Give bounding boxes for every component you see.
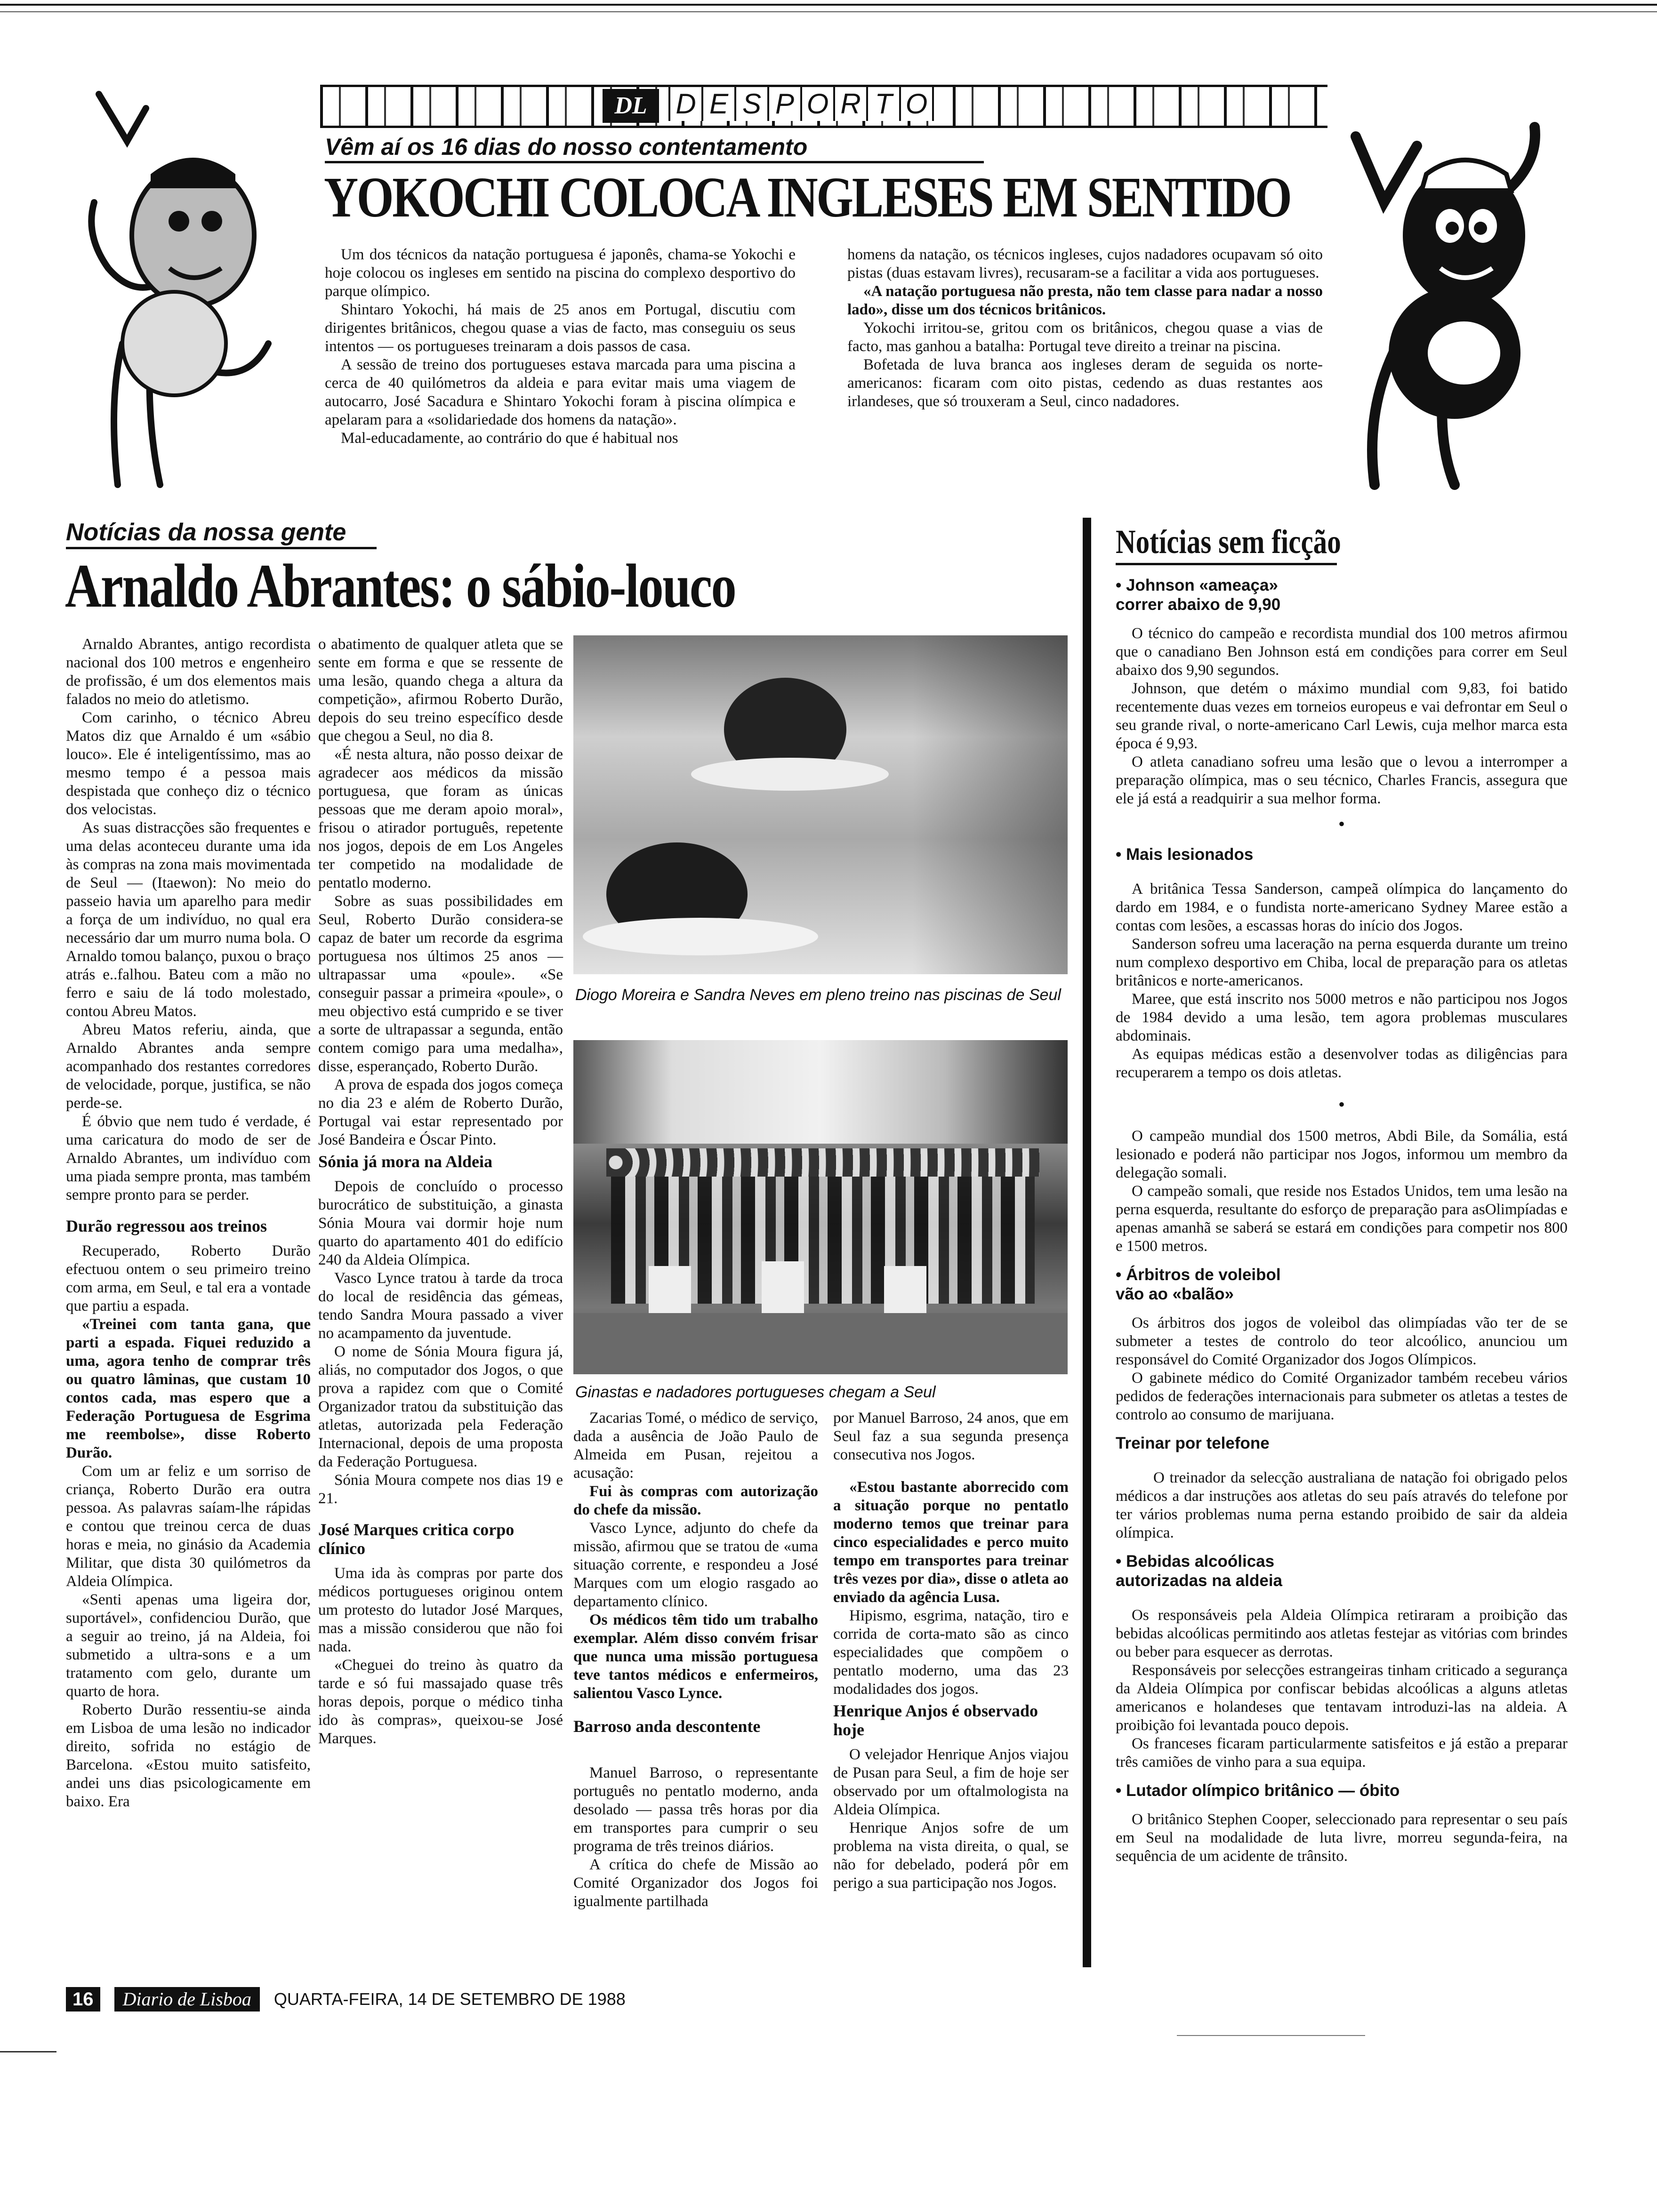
section-letter: S bbox=[734, 87, 767, 121]
section-letter: O bbox=[899, 87, 934, 121]
paragraph: O campeão mundial dos 1500 metros, Abdi Bile, da Somália, está lesionado e poderá não participar nos Jogos, informou um membro da delegação somali. bbox=[1116, 1128, 1568, 1181]
paragraph: Recuperado, Roberto Durão efectuou ontem o seu primeiro treino com arma, em Seul, e tal era a vontade que partiu a espada. bbox=[66, 1242, 311, 1314]
paragraph: Vasco Lynce tratou à tarde da troca do local de residência das gémeas, tendo Sandra Moura passado a viver no acampamento da juventude. bbox=[318, 1270, 563, 1342]
footer-rule-right bbox=[1177, 2035, 1365, 2036]
top-story-col2 bbox=[847, 246, 1323, 411]
sidebar-item-heading: • Lutador olímpico britânico — óbito bbox=[1116, 1781, 1400, 1800]
main-story-col4 bbox=[833, 1409, 1069, 1892]
section-banner bbox=[320, 85, 1327, 128]
mascot-tiger-left-illustration bbox=[66, 80, 287, 499]
paragraph: Fui às compras com autorização do chefe da missão. bbox=[573, 1483, 818, 1518]
separator-dot: • bbox=[1338, 813, 1345, 834]
paragraph: Vasco Lynce, adjunto do chefe da missão, afirmou que se tratou de «uma situação corrente, e respondeu a José Marques com um elogio rasgado ao departamento clínico. bbox=[573, 1520, 818, 1610]
top-story-col1 bbox=[325, 246, 796, 448]
paragraph: O técnico do campeão e recordista mundial dos 100 metros afirmou que o canadiano Ben Johnson está em condições para correr em Seul abaixo dos 9,90 segundos. bbox=[1116, 625, 1568, 679]
paragraph: Sónia Moura compete nos dias 19 e 21. bbox=[318, 1472, 563, 1507]
paragraph: É óbvio que nem tudo é verdade, é uma caricatura do modo de ser de Arnaldo Abrantes, um indivíduo com uma piada sempre pronta, mas também sempre pronto para se perder. bbox=[66, 1113, 311, 1203]
paragraph: por Manuel Barroso, 24 anos, que em Seul faz a sua segunda presença consecutiva nos Jogos. bbox=[833, 1410, 1069, 1463]
section-letter: O bbox=[800, 87, 833, 121]
paragraph: Mal-educadamente, ao contrário do que é habitual nos bbox=[341, 430, 678, 447]
paragraph: Arnaldo Abrantes, antigo recordista nacional dos 100 metros e engenheiro de profissão, é um dos elementos mais falados no meio do atletismo. bbox=[66, 636, 311, 708]
section-letter: D bbox=[668, 87, 701, 121]
subheading: José Marques critica corpo clínico bbox=[318, 1520, 515, 1558]
sidebar-item-heading: • Bebidas alcoólicas autorizadas na aldeia bbox=[1116, 1552, 1283, 1590]
paragraph: Depois de concluído o processo burocrático de substituição, a ginasta Sónia Moura vai dormir hoje num quarto do apartamento 401 do edifício 240 da Aldeia Olímpica. bbox=[318, 1178, 563, 1268]
top-border-line bbox=[0, 4, 1657, 6]
paragraph: A sessão de treino dos portugueses estava marcada para uma piscina a cerca de 40 quilómetros da aldeia e para evitar mais uma viagem de autocarro, José Sacadura e Shintaro Yokochi foram à piscina olímpica e apelaram para a «solidariedade dos homens da natação». bbox=[325, 356, 796, 428]
sidebar-title-underline bbox=[1116, 563, 1337, 565]
paragraph: Shintaro Yokochi, há mais de 25 anos em Portugal, discutiu com dirigentes britânicos, chegou quase a vias de facto, mas conseguiu os seus intentos — os portugueses treinaram a dois passos de casa. bbox=[325, 301, 796, 355]
page-number: 16 bbox=[66, 1987, 100, 2012]
main-story-col1 bbox=[66, 635, 311, 1811]
footer-date: QUARTA-FEIRA, 14 DE SETEMBRO DE 1988 bbox=[273, 1989, 626, 2009]
top-story-kicker: Vêm aí os 16 dias do nosso contentamento bbox=[325, 133, 984, 163]
subheading: Sónia já mora na Aldeia bbox=[318, 1152, 493, 1171]
paragraph: Yokochi irritou-se, gritou com os britânicos, chegou quase a vias de facto, mas ganhou a batalha: Portugal teve direito a treinar na piscina. bbox=[847, 320, 1323, 355]
section-letter: E bbox=[701, 87, 734, 121]
main-story-headline: Arnaldo Abrantes: o sábio-louco bbox=[65, 551, 736, 620]
paragraph: Sobre as suas possibilidades em Seul, Roberto Durão considera-se capaz de bater um recorde da esgrima portuguesa nos últimos 25 anos — ultrapassar uma «poule». «Se conseguir passar a primeira «poule», o meu objectivo está cumprido e se tiver a sorte de ultrapassar a segunda, então contem comigo para uma medalha», disse, esperançado, Roberto Durão. bbox=[318, 893, 563, 1075]
paragraph: O atleta canadiano sofreu uma lesão que o levou a interromper a preparação olímpica, mas o seu técnico, Charles Francis, assegura que ele já está a readquirir a sua melhor forma. bbox=[1116, 753, 1568, 807]
paragraph: A prova de espada dos jogos começa no dia 23 e além de Roberto Durão, Portugal vai estar representado por José Bandeira e Óscar Pinto. bbox=[318, 1076, 563, 1148]
paragraph: O gabinete médico do Comité Organizador também recebeu vários pedidos de federações internacionais para submeter os atletas a testes de controlo ao consumo de marijuana. bbox=[1116, 1370, 1568, 1423]
paragraph: As suas distracções são frequentes e uma delas aconteceu durante uma ida às compras na zona mais movimentada de Seul — (Itaewon): No meio do passeio havia um aparelho para medir a força de um indivíduo, no qual era necessário dar um murro numa bola. O Arnaldo tomou balanço, puxou o braço atrás e..falhou. Bateu com a mão no ferro e saiu de lá todo molestado, contou Abreu Matos. bbox=[66, 819, 311, 1020]
paragraph: As equipas médicas estão a desenvolver todas as diligências para recuperarem a tempo os dois atletas. bbox=[1116, 1046, 1568, 1081]
paragraph: Manuel Barroso, o representante português no pentatlo moderno, anda desolado — passa três horas por dia em transportes para cumprir o seu programa de três treinos diários. bbox=[573, 1764, 818, 1855]
sidebar-item-heading: • Johnson «ameaça» correr abaixo de 9,90 bbox=[1116, 576, 1281, 614]
newspaper-name: Diario de Lisboa bbox=[114, 1987, 260, 2012]
paragraph: O britânico Stephen Cooper, seleccionado para representar o seu país em Seul na modalidade de luta livre, morreu segunda-feira, na sequência de um acidente de trânsito. bbox=[1116, 1811, 1568, 1865]
paragraph: Com um ar feliz e um sorriso de criança, Roberto Durão era outra pessoa. As palavras saíam-lhe rápidas e contou que treinou cerca de duas horas e meia, no ginásio da Academia Militar, que dista 30 quilómetros da Aldeia Olímpica. bbox=[66, 1463, 311, 1590]
main-story-col3 bbox=[573, 1409, 818, 1911]
section-letters bbox=[668, 87, 934, 121]
paragraph: Os responsáveis pela Aldeia Olímpica retiraram a proibição das bebidas alcoólicas permitindo aos atletas festejar as vitórias com brindes ou beber para esquecer as derrotas. bbox=[1116, 1607, 1568, 1660]
paragraph: Maree, que está inscrito nos 5000 metros e não participou nos Jogos de 1984 devido a uma lesão, tem agora problemas musculares abdominais. bbox=[1116, 991, 1568, 1044]
paragraph: «Treinei com tanta gana, que parti a espada. Fiquei reduzido a uma, agora tenho de comprar três ou quatro lâminas, que custam 10 contos cada, mas espero que a Federação Portuguesa de Esgrima me reembolse», disse Roberto Durão. bbox=[66, 1316, 311, 1461]
paragraph: A crítica do chefe de Missão ao Comité Organizador dos Jogos foi igualmente partilhada bbox=[573, 1856, 818, 1910]
photo-caption-swimmers: Diogo Moreira e Sandra Neves em pleno treino nas piscinas de Seul bbox=[575, 986, 1061, 1004]
subheading: Barroso anda descontente bbox=[573, 1717, 761, 1736]
sidebar-item-heading: • Mais lesionados bbox=[1116, 845, 1254, 864]
paragraph: Um dos técnicos da natação portuguesa é japonês, chama-se Yokochi e hoje colocou os ingleses em sentido na piscina do complexo desportivo do parque olímpico. bbox=[325, 246, 796, 300]
sidebar-title: Notícias sem ficção bbox=[1116, 523, 1341, 561]
sidebar-item-heading: • Árbitros de voleibol vão ao «balão» bbox=[1116, 1266, 1281, 1303]
photo-caption-group: Ginastas e nadadores portugueses chegam a Seul bbox=[575, 1383, 936, 1401]
paragraph: O nome de Sónia Moura figura já, aliás, no computador dos Jogos, o que prova a rapidez com que o Comité Organizador tratou da substituição das atletas, autorizada pela Federação Internacional, depois de uma proposta da Federação Portuguesa. bbox=[318, 1343, 563, 1470]
section-letter: R bbox=[833, 87, 866, 121]
paragraph: Zacarias Tomé, o médico de serviço, dada a ausência de João Paulo de Almeida em Pusan, rejeitou a acusação: bbox=[573, 1410, 818, 1482]
main-story-col2 bbox=[318, 635, 563, 1748]
top-story-headline: YOKOCHI COLOCA INGLESES EM SENTIDO bbox=[324, 166, 1291, 229]
paragraph: Bofetada de luva branca aos ingleses deram de seguida os norte-americanos: ficaram com oito pistas, cedendo as duas restantes aos irlandeses, que só trouxeram a Seul, cinco nadadores. bbox=[847, 356, 1323, 410]
paragraph: Os árbitros dos jogos de voleibol das olimpíadas vão ter de se submeter a testes de controlo do teor alcoólico, anunciou um responsável do Comité Organizador dos Jogos Olímpicos. bbox=[1116, 1314, 1568, 1368]
sidebar-item-heading: Treinar por telefone bbox=[1116, 1434, 1270, 1452]
sidebar-vertical-rule bbox=[1083, 518, 1091, 1967]
paragraph: Os franceses ficaram particularmente satisfeitos e já estão a preparar três camiões de vinho para a sua equipa. bbox=[1116, 1735, 1568, 1771]
subheading: Durão regressou aos treinos bbox=[66, 1217, 267, 1235]
subheading: Henrique Anjos é observado hoje bbox=[833, 1701, 1038, 1739]
paragraph: «Estou bastante aborrecido com a situação porque no pentatlo moderno temos que treinar para cinco especialidades e perco muito tempo em transportes para treinar três vezes por dia», disse o atleta ao enviado da agência Lusa. bbox=[833, 1479, 1069, 1606]
paragraph: O treinador da selecção australiana de natação foi obrigado pelos médicos a dar instruções aos atletas do seu país através do telefone por ter vários problemas numa perna estando proibido de sair da aldeia olímpica. bbox=[1116, 1469, 1568, 1541]
paragraph: «A natação portuguesa não presta, não tem classe para nadar a nosso lado», disse um dos técnicos britânicos. bbox=[847, 283, 1323, 318]
top-border-line-2 bbox=[0, 11, 1657, 12]
section-logo: DL bbox=[603, 89, 659, 123]
paragraph: Os médicos têm tido um trabalho exemplar. Além disso convém frisar que nunca uma missão portuguesa teve tantos médicos e enfermeiros, salientou Vasco Lynce. bbox=[573, 1611, 818, 1702]
mascot-tiger-right-illustration bbox=[1337, 108, 1558, 494]
paragraph: O campeão somali, que reside nos Estados Unidos, tem uma lesão na perna esquerda, resultante do esforço de preparação para asOlimpíadas e apenas amanhã se saberá se estará em condições para competir nos 800 e 1500 metros. bbox=[1116, 1183, 1568, 1255]
paragraph: Johnson, que detém o máximo mundial com 9,83, foi batido recentemente duas vezes em torneios europeus e vai defrontar em Seul o seu grande rival, o norte-americano Carl Lewis, cuja melhor marca esta época é 9,93. bbox=[1116, 680, 1568, 752]
paragraph: Abreu Matos referiu, ainda, que Arnaldo Abrantes anda sempre acompanhado dos restantes corredores de velocidade, porque, justifica, se não perde-se. bbox=[66, 1021, 311, 1112]
paragraph: homens da natação, os técnicos ingleses, cujos nadadores ocupavam só oito pistas (duas estavam livres), recusaram-se a facilitar a vida aos portugueses. bbox=[847, 246, 1323, 281]
section-letter: P bbox=[767, 87, 800, 121]
footer-bar bbox=[66, 1987, 748, 2012]
paragraph: o abatimento de qualquer atleta que se sente em forma e que se ressente de uma lesão, quando chega a altura da competição», afirmou Roberto Durão, depois do seu treino específico desde que chegou a Seul, no dia 8. bbox=[318, 636, 563, 745]
paragraph: Roberto Durão ressentiu-se ainda em Lisboa de uma lesão no indicador direito, sofrida no estágio de Barcelona. «Estou muito satisfeito, andei uns dias psicologicamente em baixo. Era bbox=[66, 1701, 311, 1810]
paragraph: Com carinho, o técnico Abreu Matos diz que Arnaldo é um «sábio louco». Ele é inteligentíssimo, mas ao mesmo tempo é a pessoa mais despistada que conheço diz o técnico dos velocistas. bbox=[66, 709, 311, 818]
sidebar-content bbox=[1116, 572, 1568, 1866]
photo-athletes-group bbox=[573, 1040, 1068, 1374]
paragraph: A britânica Tessa Sanderson, campeã olímpica do lançamento do dardo em 1984, e o fundista norte-americano Sydney Maree estão a contas com lesões, a escassas horas do início dos Jogos. bbox=[1116, 881, 1568, 934]
section-letter: T bbox=[866, 87, 899, 121]
paragraph: «Cheguei do treino às quatro da tarde e só fui massajado quase três horas depois, porque o médico tinha ido às compras», queixou-se José Marques. bbox=[318, 1657, 563, 1747]
main-story-kicker: Notícias da nossa gente bbox=[66, 518, 377, 549]
paragraph: Hipismo, esgrima, natação, tiro e corrida de corta-mato são as cinco especialidades que compõem o pentatlo moderno, uma das 23 modalidades dos jogos. bbox=[833, 1607, 1069, 1698]
separator-dot: • bbox=[1338, 1094, 1345, 1115]
paragraph: O velejador Henrique Anjos viajou de Pusan para Seul, a fim de hoje ser observado por um oftalmologista na Aldeia Olímpica. bbox=[833, 1746, 1069, 1818]
paragraph: «Senti apenas uma ligeira dor, suportável», confidenciou Durão, que a seguir ao treino, já na Aldeia, foi submetido a ultra-sons e a um tratamento com gelo, durante um quarto de hora. bbox=[66, 1591, 311, 1700]
paragraph: Sanderson sofreu uma laceração na perna esquerda durante um treino num complexo desportivo em Chiba, local de preparação para os atletas britânicos e norte-americanos. bbox=[1116, 936, 1568, 989]
paragraph: Responsáveis por selecções estrangeiras tinham criticado a segurança da Aldeia Olímpica por confiscar bebidas alcoólicas a alguns atletas americanos e holandeses que tentavam introduzi-las na aldeia. A proibição foi levantada pouco depois. bbox=[1116, 1662, 1568, 1734]
paragraph: Henrique Anjos sofre de um problema na vista direita, o qual, se não for debelado, poderá pôr em perigo a sua participação nos Jogos. bbox=[833, 1819, 1069, 1891]
footer-rule-left bbox=[0, 2051, 56, 2052]
paragraph: «É nesta altura, não posso deixar de agradecer aos médicos da missão portuguesa, que foram as únicas pessoas que me deram apoio moral», frisou o atirador português, repetente nos jogos, depois de em Los Angeles ter competido na modalidade de pentatlo moderno. bbox=[318, 746, 563, 891]
photo-swimmers-pool bbox=[573, 635, 1068, 974]
paragraph: Uma ida às compras por parte dos médicos portugueses originou ontem um protesto do lutador José Marques, mas a missão considerou que não foi nada. bbox=[318, 1565, 563, 1655]
